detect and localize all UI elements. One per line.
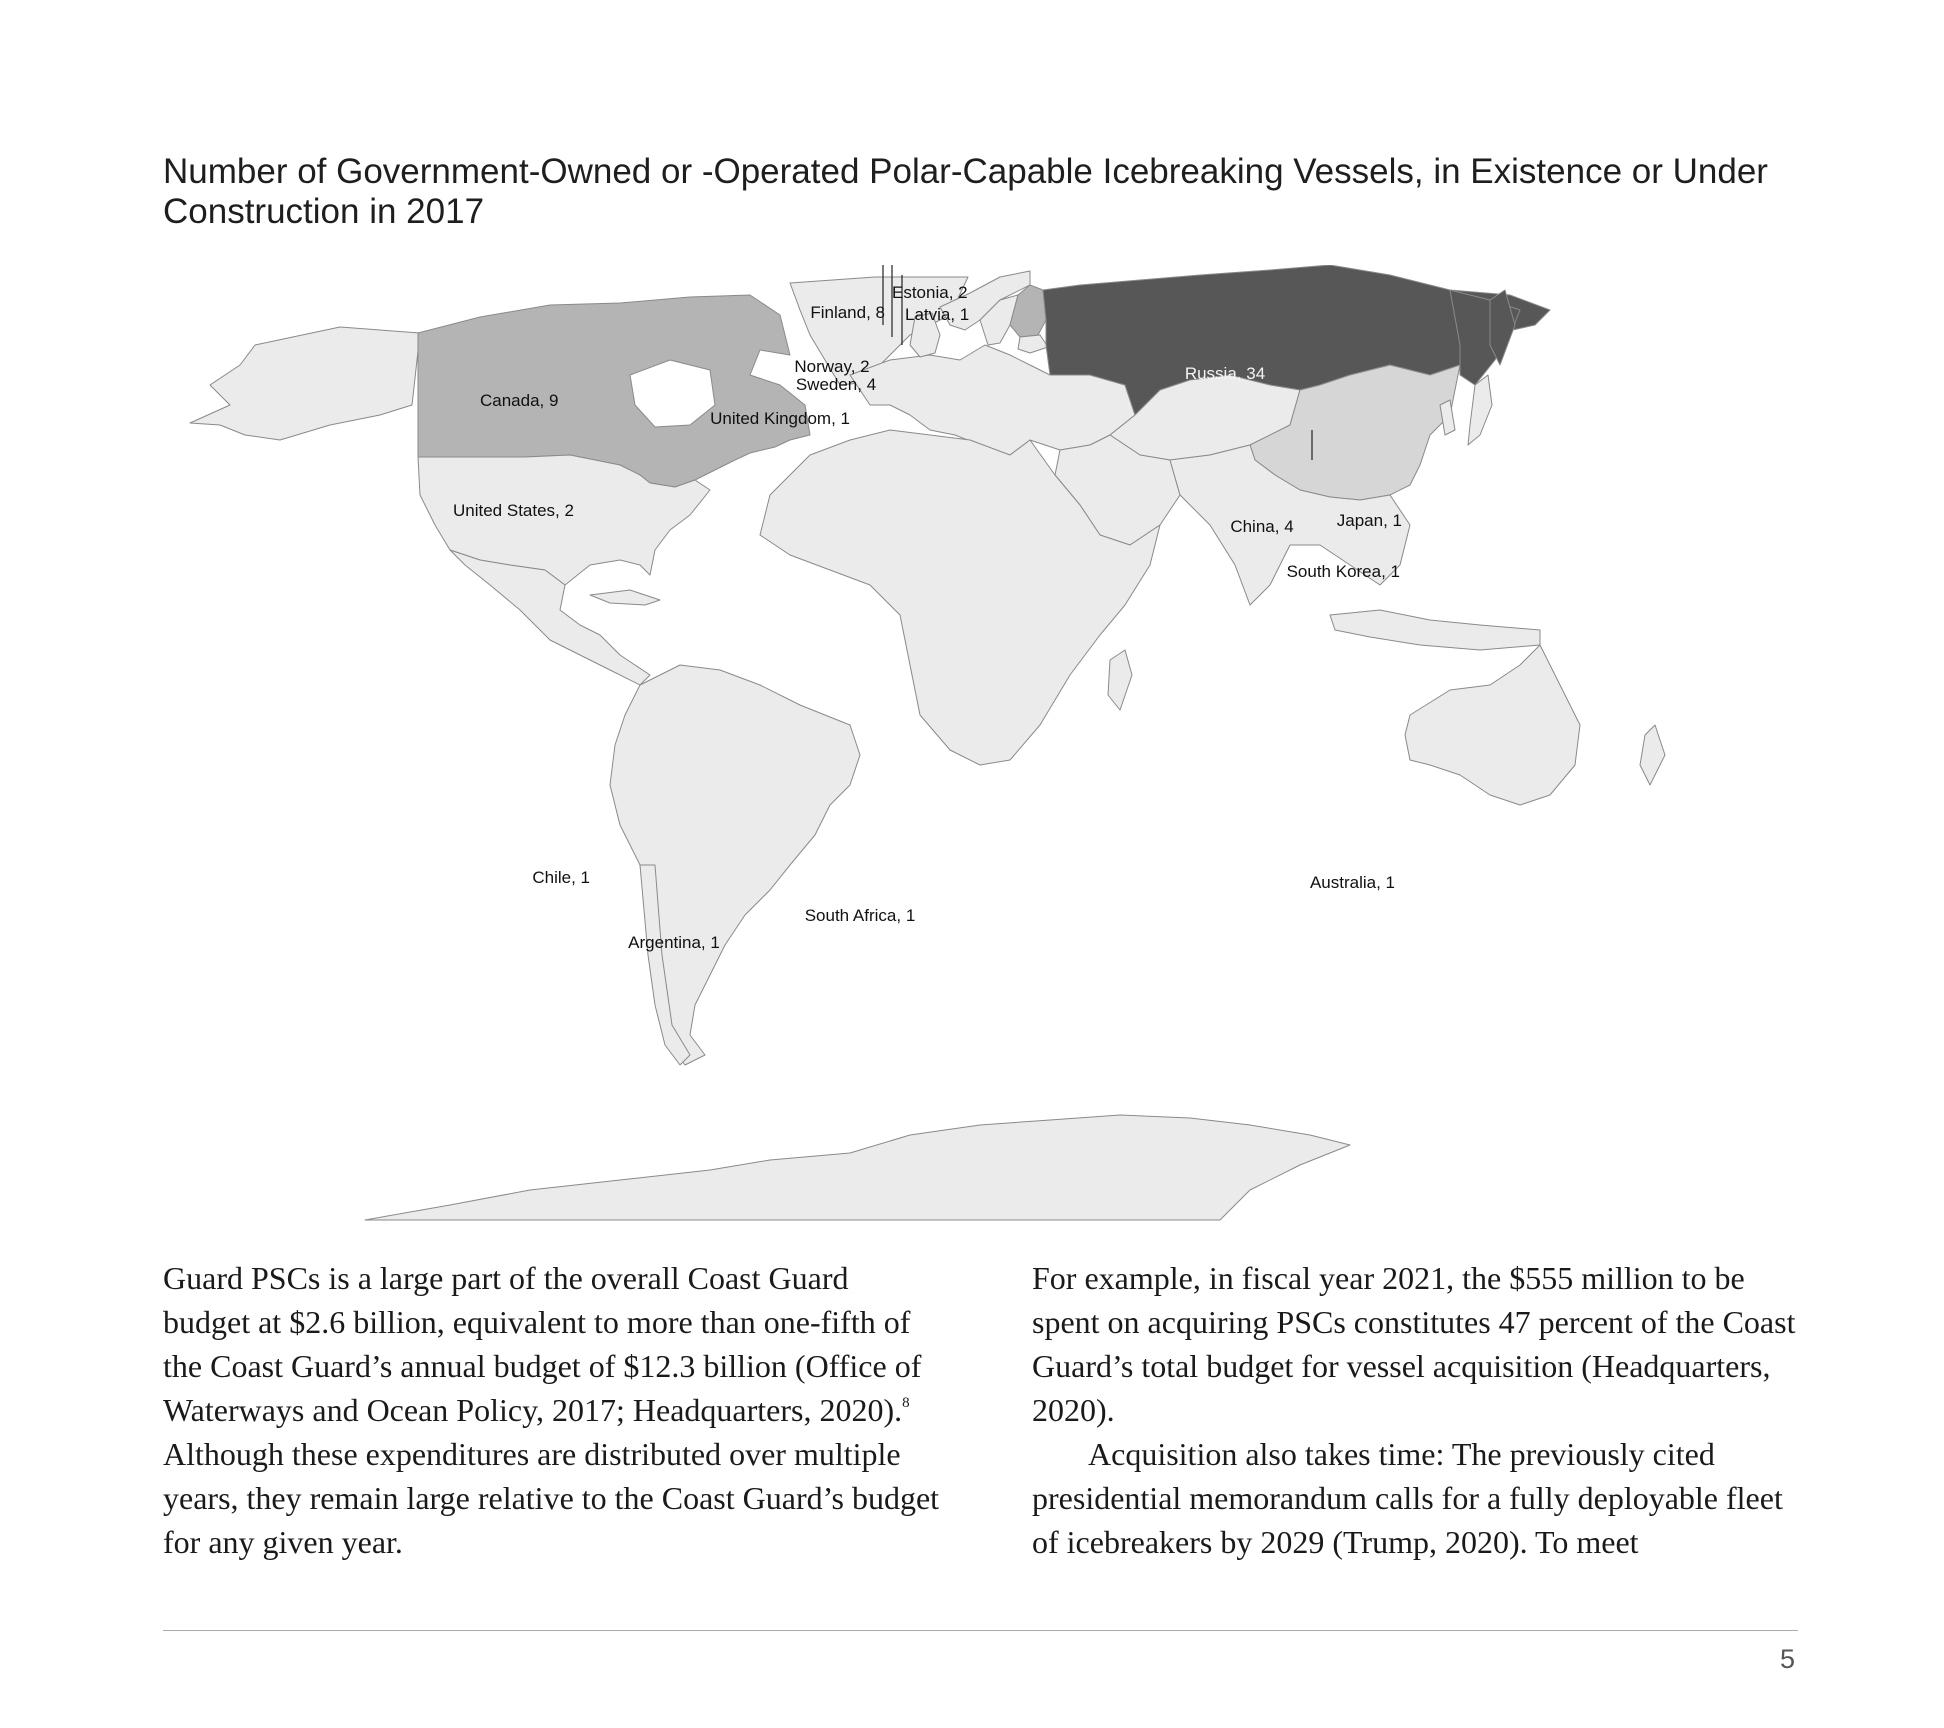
label-united-states: United States, 2 — [453, 501, 574, 520]
world-map-svg — [150, 265, 1800, 1225]
label-sweden: Sweden, 4 — [795, 375, 877, 394]
label-norway: Norway, 2 — [794, 357, 870, 376]
label-australia: Australia, 1 — [1309, 873, 1395, 892]
new-zealand-shape — [1640, 725, 1665, 785]
label-japan: Japan, 1 — [1336, 511, 1402, 530]
body-column-right — [1032, 1256, 1812, 1564]
label-latvia: Latvia, 1 — [905, 305, 970, 324]
korea-shape — [1440, 400, 1455, 435]
alaska-shape — [190, 327, 420, 440]
antarctica-shape — [365, 1115, 1350, 1220]
label-estonia: Estonia, 2 — [892, 283, 968, 302]
label-argentina: Argentina, 1 — [628, 933, 720, 952]
label-finland: Finland, 8 — [810, 303, 885, 322]
body-column-left — [163, 1256, 943, 1564]
label-russia: Russia, 34 — [1184, 364, 1266, 383]
left-text-before-note: Guard PSCs is a large part of the overall Coast Guard budget at $2.6 billion, equivalent to more than one-fifth of the Coast Guard’s annual budget of $12.3 billion (Office of Waterways and Ocean Policy, 2017; Headquarters, 2020). — [163, 1260, 922, 1428]
page-number: 5 — [1779, 1644, 1795, 1674]
baltics-shape — [1018, 335, 1048, 353]
left-text-after-note: Although these expenditures are distributed over multiple years, they remain large relative to the Coast Guard’s budget for any given year. — [163, 1436, 940, 1560]
label-canada: Canada, 9 — [480, 391, 559, 410]
footnote-marker[interactable]: 8 — [902, 1395, 910, 1411]
figure-title: Number of Government-Owned or -Operated Polar-Capable Icebreaking Vessels, in Existence or Under Construction in 2017 — [163, 152, 1768, 231]
label-south-africa: South Africa, 1 — [804, 906, 916, 925]
label-united-kingdom: United Kingdom, 1 — [710, 409, 850, 428]
left-paragraph — [163, 1256, 943, 1564]
footer-rule — [163, 1630, 1798, 1631]
right-paragraph-1: For example, in fiscal year 2021, the $555 million to be spent on acquiring PSCs constitutes 47 percent of the Coast Guard’s total budget for vessel acquisition (Headquarters, 2020). — [1032, 1260, 1796, 1428]
world-map — [150, 265, 1800, 1225]
label-south-korea: South Korea, 1 — [1286, 562, 1400, 581]
japan-shape — [1468, 375, 1492, 445]
label-chile: Chile, 1 — [532, 868, 590, 887]
indonesia-shape — [1330, 610, 1540, 650]
caribbean-shape — [590, 590, 660, 605]
madagascar-shape — [1108, 650, 1132, 710]
right-paragraph-2: Acquisition also takes time: The previously cited presidential memorandum calls for a fully deployable fleet of icebreakers by 2029 (Trump, 2020). To meet — [1032, 1436, 1783, 1560]
label-china: China, 4 — [1230, 517, 1294, 536]
australia-shape — [1405, 645, 1580, 805]
